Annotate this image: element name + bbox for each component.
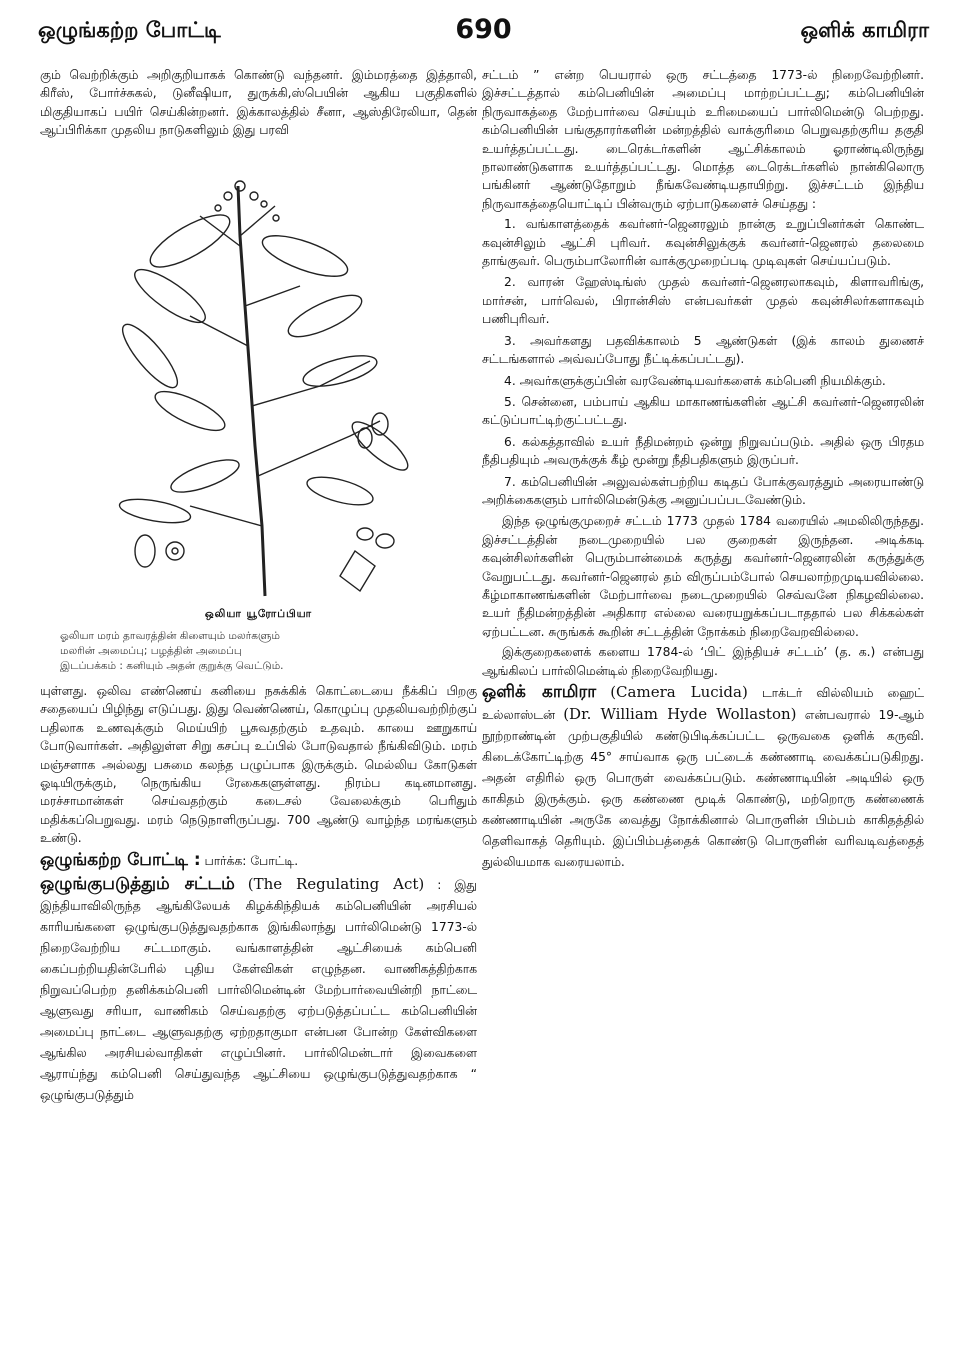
running-head-left: ஒழுங்கற்ற போட்டி <box>38 18 221 42</box>
figure-note: இடப்பக்கம் : கனியும் அதன் குறுக்கு வெட்டும். <box>60 660 284 673</box>
entry-regulating-act <box>40 874 477 1106</box>
provision-item: 3. அவர்களது பதவிக்காலம் 5 ஆண்டுகள் (இக் காலம் துணைச் சட்டங்களால் அவ்வப்போது நீட்டிக்கப்பட்டது). <box>482 333 924 367</box>
left-column <box>40 66 477 1356</box>
provision-item: 5. சென்னை, பம்பாய் ஆகிய மாகாணங்களின் ஆட்சி கவர்னர்-ஜெனரலின் கட்டுப்பாட்டிற்குட்பட்டது. <box>482 394 924 428</box>
pitts-india-act-paragraph: இக்குறைகளைக் களைய 1784-ல் ‘பிட் இந்தியச் சட்டம்’ (த. க.) என்பது ஆங்கிலப் பார்லிமென்டில் நிறைவேறியது. <box>482 645 924 678</box>
olive-intro-paragraph: கும் வெற்றிக்கும் அறிகுறியாகக் கொண்டு வந்தனர். இம்மரத்தை இத்தாலி, கிரீஸ், போர்ச்சுகல், டுனீஷியா, துருக்கி,ஸ்பெயின் ஆகிய பகுதிகளில் மிகுதியாகப் பயிர் செய்கின்றனர். இக்காலத்தில் சீனா, ஆஸ்திரேலியா, தென் ஆப்பிரிக்கா முதலிய நாடுகளிலும் இது பரவி <box>40 68 477 138</box>
figure-caption: ஒலியா யூரோப்பியா <box>204 607 313 620</box>
right-column <box>482 66 924 1356</box>
figure-note: ஓலியா மரம் தாவரத்தின் கிளையும் மலர்களும் <box>60 630 280 643</box>
figure-notes <box>60 629 477 674</box>
entry-crossref: பார்க்க: போட்டி. <box>204 853 299 868</box>
entry-camera-lucida <box>482 682 924 873</box>
regulating-act-history-paragraph: இந்த ஒழுங்குமுறைச் சட்டம் 1773 முதல் 1784 வரையில் அமலிலிருந்தது. இச்சட்டத்தின் நடைமுறையில் பல குறைகள் இருந்தன. அடிக்கடி கவுன்சிலர்களின் பெரும்பான்மைக் கருத்து கவர்னர்-ஜெனரலின் கருத்துக்கு வேறுபட்டது. கவர்னர்-ஜெனரல் தம் விருப்பம்போல் செயலாற்றமுடியவில்லை. கீழ்மாகாணங்களின் மேற்பார்வை நடைமுறையில் செவ்வனே நிகழவில்லை. உயர் நீதிமன்றத்தின் அதிகார எல்லை வரையறுக்கப்படாததால் பல சிக்கல்கள் ஏற்பட்டன. சுருங்கக் கூறின் சட்டத்தின் நோக்கம் நிறைவேறவில்லை. <box>482 514 924 639</box>
provision-item: 4. அவர்களுக்குப்பின் வரவேண்டியவர்களைக் கம்பெனி நியமிக்கும். <box>504 373 886 388</box>
entry-body: : இது இந்தியாவிலிருந்த ஆங்கிலேயக் கிழக்கிந்தியக் கம்பெனியின் அரசியல் காரியங்களை ஒழுங்குபடுத்துவதற்காக இங்கிலாந்து பார்லிமென்டு 1773-ல் நிறைவேற்றிய சட்டமாகும். வங்காளத்தின் ஆட்சியைக் கம்பெனி கைப்பற்றியதின்பேரில் புதிய கேள்விகள் எழுந்தன. வாணிகத்திற்காக நிறுவப்பெற்ற தனிக்கம்பெனி பார்லிமென்டின் மேற்பார்வையின்றி நாட்டை ஆளுவது சரியா, வாணிகம் செய்வதற்கு ஏற்படுத்தப்பட்ட கம்பெனியின் அமைப்பு நாட்டை ஆளுவதற்கு ஏற்றதாகுமா என்பன போன்ற கேள்விகளை ஆங்கில அரசியல்வாதிகள் எழுப்பினர். பார்லிமென்டார் இவைகளை ஆராய்ந்து கம்பெனி செய்துவந்த ஆட்சியை ஒழுங்குபடுத்துவதற்காக “ ஒழுங்குபடுத்தும் <box>40 877 477 1102</box>
entry-heading: ஒழுங்குபடுத்தும் சட்டம் <box>40 873 235 894</box>
entry-heading: ஒழுங்கற்ற போட்டி : <box>40 849 201 870</box>
figure-note: மலரின் அமைப்பு; பழத்தின் அமைப்பு <box>60 645 242 658</box>
regulating-act-continuation: சட்டம் ” என்ற பெயரால் ஒரு சட்டத்தை 1773-ல் நிறைவேற்றினர். இச்சட்டத்தால் கம்பெனியின் அமைப்பு மாற்றப்பட்டது; கம்பெனியின் நிருவாகத்தை மேற்பார்வை செய்யும் உரிமையைப் பார்லிமென்டு பெற்றது. கம்பெனியின் பங்குதாரர்களின் மன்றத்தில் வாக்குரிமை பெறுவதற்குரிய தகுதி உயர்த்தப்பட்டது. டைரெக்டர்களின் ஆட்சிக்காலம் ஓராண்டிலிருந்து நாலாண்டுகளாக உயர்த்தப்பட்டது. மொத்த டைரெக்டர்களில் நான்கிலொரு பங்கினர் ஆண்டுதோறும் நீங்கவேண்டியதாயிற்று. இச்சட்டம் இந்திய நிருவாகத்தையொட்டிப் பின்வரும் ஏற்பாடுகளைச் செய்தது : <box>482 68 924 211</box>
provision-item: 6. கல்கத்தாவில் உயர் நீதிமன்றம் ஒன்று நிறுவப்படும். அதில் ஒரு பிரதம நீதிபதியும் அவருக்குக் கீழ் மூன்று நீதிபதிகளும் இருப்பர். <box>482 434 924 468</box>
olive-branch-illustration <box>40 146 477 601</box>
entry-english-title: (Camera Lucida) <box>610 683 748 701</box>
provision-item: 1. வங்காளத்தைக் கவர்னர்-ஜெனரலும் நான்கு உறுப்பினர்கள் கொண்ட கவுன்சிலும் ஆட்சி புரிவர். கவுன்சிலுக்குக் கவர்னர்-ஜெனரல் தலைமை தாங்குவர். பெரும்பாலோரின் வாக்குமுறைப்படி முடிவுகள் செய்யப்படும். <box>482 217 924 269</box>
olive-body-paragraph: யுள்ளது. ஒலிவ எண்ணெய் கனியை நசுக்கிக் கொட்டையை நீக்கிப் பிறகு சதையைப் பிழிந்து எடுப்பது. இது வெண்ணெய், கொழுப்பு முதலியவற்றிற்குப் பதிலாக உணவுக்கும் மெய்யிற் பூசுவதற்கும் உதவும். காயை ஊறுகாய் போடுவார்கள். அதிலுள்ள சிறு கசப்பு உப்பில் போடுவதால் நீங்கிவிடும். மரம் மஞ்சளாக அல்லது பசுமை கலந்த பழுப்பாக இருக்கும். மெல்லிய கோடுகள் ஓடியிருக்கும், நெருங்கிய ரேகைகளுள்ளது. நிரம்ப கடினமானது. மரச்சாமான்கள் செய்வதற்கும் கடைசல் வேலைக்கும் பெரிதும் மதிக்கப்பெறுவது. மரம் நெடுநாளிருப்பது. 700 ஆண்டு வாழ்ந்த மரங்களும் உண்டு. <box>40 684 477 846</box>
entry-english-title: (The Regulating Act) <box>247 874 425 893</box>
entry-person-name: (Dr. William Hyde Wollaston) <box>563 705 797 723</box>
entry-body: என்பவரால் 19-ஆம் நூற்றாண்டின் முற்பகுதியில் கண்டுபிடிக்கப்பட்ட ஒருவகை ஒளிக் கருவி. கிடைக்கோட்டிற்கு 45° சாய்வாக ஒரு பட்டைக் கண்ணாடி வைக்கப்படுகிறது. அதன் எதிரில் ஒரு பொருள் வைக்கப்படும். கண்ணாடியின் அடியில் ஒரு காகிதம் இருக்கும். ஒரு கண்ணை மூடிக் கொண்டு, மற்றொரு கண்ணைக் கண்ணாடியின் அருகே வைத்து நோக்கினால் பொருளின் பிம்பம் காகிதத்தில் தெளிவாகத் தெரியும். இப்பிம்பத்தைக் கொண்டு பொருளின் வரிவடிவத்தைத் துல்லியமாக வரையலாம். <box>482 708 924 869</box>
page-header <box>38 14 929 48</box>
page-number: 690 <box>455 14 512 45</box>
provision-item: 2. வாரன் ஹேஸ்டிங்ஸ் முதல் கவர்னர்-ஜெனரலாகவும், கிளாவரிங்கு, மார்சன், பார்வெல், பிரான்சிஸ் என்பவர்கள் முதல் கவுன்சிலர்களாகவும் பணிபுரிவர். <box>482 275 924 327</box>
entry-body: டாக்டர் வில்லியம் ஹைட் உல்லாஸ்டன் <box>482 686 924 722</box>
olive-plant-drawing <box>40 146 477 601</box>
entry-irregular-competition <box>40 850 477 872</box>
running-head-right: ஒளிக் காமிரா <box>800 18 929 42</box>
entry-heading: ஒளிக் காமிரா <box>482 682 597 702</box>
provision-item: 7. கம்பெனியின் அலுவல்கள்பற்றிய கடிதப் போக்குவரத்தும் அரையாண்டு அறிக்கைகளும் பார்லிமென்டுக்கு அனுப்பப்படவேண்டும். <box>482 474 924 507</box>
